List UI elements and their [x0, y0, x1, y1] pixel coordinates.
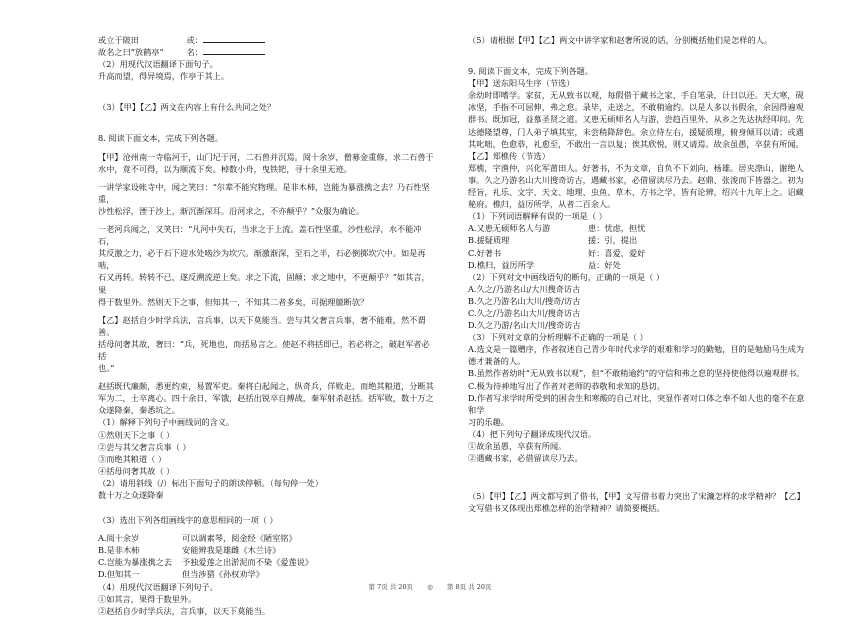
- passage-line: 得于数里外。然则天下之事，但知其一，不知其二者多矣，可据理臆断欤？: [98, 296, 369, 307]
- list-item: ④括母问奢其故（ ）: [98, 465, 175, 476]
- passage-line: 众遂降秦，秦悉坑之。: [98, 405, 180, 416]
- list-item: ②遇藏书家，必借留读尽乃去。: [468, 453, 583, 464]
- option-text: 习的乐趣。: [468, 416, 509, 427]
- option-label: C.好著书: [468, 247, 502, 258]
- option-text: B.虽然作者幼时“无从致书以观”，但“不敢稍逾约”的守信和弗之怠的坚持使他得以遍观群书。: [468, 368, 805, 379]
- left-column: [98, 34, 436, 617]
- option-label: A.阅十余岁: [98, 533, 140, 544]
- passage-line: 也。”: [98, 363, 115, 374]
- passage-line: 达德隆望尊，门人弟子填其室，未尝稍降辞色。余立侍左右，援疑质理，俯身倾耳以请；或遇: [468, 126, 804, 137]
- passage-heading: 【甲】送东阳马生序（节选）: [468, 78, 575, 89]
- question-title: （4）把下列句子翻译成现代汉语。: [468, 428, 597, 439]
- option-text: 患：忧虑，担忧: [588, 223, 646, 234]
- passage-line: 赵括既代廉颇，悉更约束，易置军吏。秦将白起闻之，纵奇兵，佯败走，而绝其粮道，分断其: [98, 381, 434, 392]
- option-label: A.又患无硕师名人与游: [468, 223, 551, 234]
- passage-line: 秘府。樵归，益厉所学，从者二百余人。: [468, 199, 616, 210]
- passage-line: 沙性松浮，湮于沙上，渐沉渐深耳。沿河求之，不亦颠乎？”众服为确论。: [98, 205, 365, 216]
- top-row-1: [98, 34, 436, 46]
- option-text: D.久之乃游/名山大川/搜奇访古: [468, 320, 581, 331]
- list-item: ①如其言，果得于数里外。: [98, 593, 197, 604]
- question-text: 升高而望，得异境焉，作亭于其上。: [98, 71, 230, 82]
- option-text: 但当涉猎《孙权劝学》: [182, 569, 264, 580]
- option-label: B.援疑质理: [468, 235, 510, 246]
- passage-line: 括母问奢其故，奢曰：“兵，死地也，而括易言之。使赵不将括即已，若必将之，破赵军者必括: [98, 338, 430, 361]
- question-title: （3）选出下列各组画线字的意思相同的一项（ ）: [98, 515, 278, 526]
- passage-line: 事。久之乃游名山大川搜奇访古，遇藏书家，必借留读尽乃去。赵鼎、张浚而下皆器之。初为: [468, 174, 804, 185]
- top-row-text: 或立于陂田: [98, 35, 139, 45]
- passage-line: 冰坚，手指不可屈伸，弗之怠。录毕，走送之，不敢稍逾约。以是人多以书假余，余因得遍观: [468, 102, 804, 113]
- option-text: D.作者写求学时所受到的困舍生和寒酸的自己对比，突显作者对口体之奉不如人也的毫不在意和学: [468, 392, 805, 415]
- passage-line: 军为二，士卒离心。四十余日，军饿，赵括出锐卒自搏战，秦军射杀赵括。括军败，数十万之: [98, 393, 434, 404]
- passage-line: 余幼时即嗜学。家贫，无从致书以观，每假借于藏书之家，手自笔录，计日以还。天大寒，砚: [468, 90, 804, 101]
- question-title: （2）请用斜线（/）标出下面句子的朗读停顿。（每句停一处）: [98, 477, 323, 488]
- option-text: 德才兼备的人。: [468, 356, 526, 367]
- option-text: 好：喜爱，爱好: [588, 247, 646, 258]
- passage-line: 郑樵，字渔仲，兴化军莆田人。好著书，不为文章，自负不下刘向、杨雄。居夹漈山，谢绝人: [468, 162, 804, 173]
- option-text: B.久之乃游名山大川/搜奇/访古: [468, 295, 581, 306]
- question-title: （1）解释下列句子中画线词的含义。: [98, 417, 235, 428]
- page-number-right: 第 8页 共 20页: [446, 583, 492, 591]
- option-row: [98, 568, 436, 580]
- question-title: （5）请根据【甲】【乙】两文中讲学家和赵奢所说的话，分别概括他们是怎样的人。: [468, 35, 773, 45]
- list-item: ③而绝其粮道（ ）: [98, 453, 167, 464]
- option-text: A.久之/乃游名山/大川搜奇访古: [468, 283, 581, 294]
- option-text: C.极为待神地写出了作者对老师的恭敬和求知的恳切。: [468, 380, 665, 391]
- question-title: （3）【甲】【乙】两文在内容上有什么共同之处？: [98, 102, 276, 113]
- passage-line: 经旨，礼乐、文字、天文、地理、虫鱼、草木、方书之学，皆有论辨，绍兴十九年上之。诏藏: [468, 187, 804, 198]
- passage-line: 石又再转。转转不已，遂反溯流逆上矣。求之下流，固颠；求之地中，不更颠乎？”如其言，果: [98, 272, 430, 295]
- passage-line: 【甲】沧州南一寺临河干，山门圮于河，二石兽并沉焉。阅十余岁，僧募金重修，求二石兽于: [98, 151, 434, 162]
- right-column: [468, 34, 806, 514]
- question-title: （3）下列对文章的分析理解不正确的一项是（ ）: [468, 332, 648, 343]
- option-row: [468, 234, 806, 246]
- page-footer: [0, 582, 860, 591]
- top-row-label: 名：: [186, 47, 203, 58]
- passage-line: 群书。既加冠，益慕圣贤之道。又患无硕师名人与游，尝趋百里外，从乡之先达执经叩问。先: [468, 114, 804, 125]
- question-text: （5）【甲】【乙】两文都写到了借书，【甲】文写借书着力突出了宋濂怎样的求学精神？【乙】: [468, 491, 805, 502]
- option-row: [468, 259, 806, 271]
- option-row: [468, 247, 806, 259]
- option-text: 予独爱莲之出淤泥而不染《爱莲说》: [182, 557, 314, 568]
- passage-heading: 【乙】郑樵传（节选）: [468, 150, 550, 161]
- top-row-2: [98, 46, 436, 58]
- option-row: [468, 222, 806, 234]
- top-row-text: 故名之曰“放鹤亭”: [98, 47, 164, 58]
- option-label: C.岂能为暴涨携之去: [98, 557, 173, 568]
- answer-line: [203, 46, 265, 55]
- question-title: （4）用现代汉语翻译下列句子。: [98, 581, 218, 592]
- list-item: ①然则天下之事（ ）: [98, 429, 175, 440]
- list-item: ①故余虽愚，卒获有所闻。: [468, 441, 567, 451]
- section-title: 9. 阅读下面文本，完成下列各题。: [468, 66, 594, 77]
- passage-line: 其叱咄，色愈恭，礼愈至，不敢出一言以复；俟其欣悦，则又请焉。故余虽愚，卒获有所闻。: [468, 138, 804, 149]
- option-text: 安能辨我是雄雌《木兰诗》: [182, 545, 281, 556]
- passage-line: 水中，竟不可得，以为顺流下矣。棹数小舟，曳铁钯，寻十余里无迹。: [98, 163, 352, 174]
- footer-divider: ◎: [427, 583, 433, 591]
- option-label: B.是非木柿: [98, 545, 140, 556]
- section-title: 8. 阅读下面文本，完成下列各题。: [98, 133, 224, 144]
- question-title: （1）下列词语解释有误的一项是（ ）: [468, 211, 607, 222]
- question-text: 文写借书又体现出郑樵怎样的治学精神？请简要概括。: [468, 503, 665, 514]
- option-label: D.但知其一: [98, 569, 140, 580]
- question-title: （2）下列对文中画线语句的断句，正确的一项是（ ）: [468, 271, 665, 282]
- list-item: ②尝与其父奢言兵事（ ）: [98, 441, 191, 452]
- passage-line: 一讲学家设帐寺中，闻之笑曰：“尔辈不能究物理。是非木柿，岂能为暴涨携之去？乃石性坚重，: [98, 181, 430, 204]
- page-number-left: 第 7页 共 20页: [368, 583, 414, 591]
- option-text: 援：引，提出: [588, 235, 638, 246]
- passage-line: 【乙】赵括自少时学兵法，言兵事，以天下莫能当。尝与其父奢言兵事，奢不能难，然不谓善。: [98, 314, 426, 337]
- option-text: A.选文是一篇赠序，作者叙述自己青少年时代求学的艰难和学习的勤勉，目的是勉励马生成为: [468, 344, 805, 355]
- answer-line: [203, 34, 265, 43]
- option-text: 益：好处: [588, 259, 621, 270]
- passage-line: 一老河兵闻之，又笑曰：“凡河中失石，当求之于上流。盖石性坚重，沙性松浮，水不能冲石，: [98, 224, 422, 247]
- top-row-label: 或：: [186, 35, 203, 45]
- option-row: [98, 532, 436, 544]
- question-title: （2）用现代汉语翻译下面句子。: [98, 59, 218, 70]
- option-label: D.樵归，益厉所学: [468, 259, 535, 270]
- option-text: 可以调素琴，阅金经《陋室铭》: [182, 533, 297, 544]
- list-item: ②赵括自少时学兵法，言兵事，以天下莫能当。: [98, 605, 270, 616]
- question-text: 数十万之众遂降秦: [98, 490, 164, 500]
- option-text: C.久之/乃游名山大川/搜奇访古: [468, 307, 581, 318]
- option-row: [98, 556, 436, 568]
- passage-line: 其反激之力，必于石下迎水处啮沙为坎穴。渐激渐深，至石之半，石必倒掷坎穴中。如是再啮，: [98, 248, 426, 271]
- option-row: [98, 544, 436, 556]
